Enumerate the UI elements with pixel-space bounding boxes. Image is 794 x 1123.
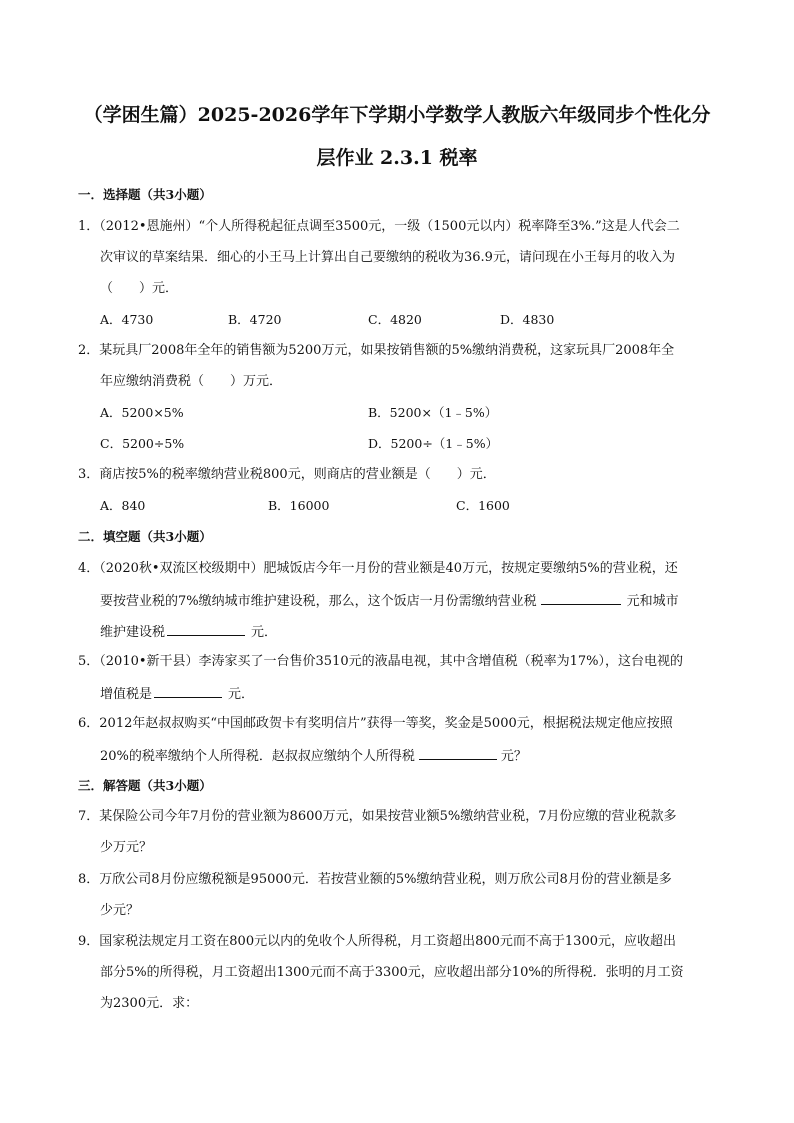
- question-9-line3: 为2300元．求：: [100, 996, 199, 1011]
- question-1-option-a: A．4730: [100, 312, 154, 327]
- question-3-line1: 3．商店按5%的税率缴纳营业税800元，则商店的营业额是（ ）元．: [78, 467, 496, 482]
- question-7-line1: 7．某保险公司今年7月份的营业额为8600万元，如果按营业额5%缴纳营业税，7月份应缴的营业税款多: [78, 809, 677, 824]
- answer-blank[interactable]: [167, 622, 245, 636]
- question-4-line3-suffix: 元．: [251, 625, 278, 640]
- question-1-option-c: C．4820: [368, 312, 422, 327]
- question-5-line2-text: 增值税是: [100, 687, 153, 702]
- question-3-option-c: C．1600: [456, 498, 510, 513]
- question-9-line1: 9．国家税法规定月工资在800元以内的免收个人所得税，月工资超出800元而不高于1300元，应收超出: [78, 934, 676, 949]
- question-6-line2: [100, 746, 527, 766]
- question-4-line2: [100, 591, 679, 611]
- question-6-line2-suffix: 元？: [500, 749, 527, 764]
- answer-blank[interactable]: [154, 684, 222, 698]
- document-title-line1: （学困生篇）2025-2026学年下学期小学数学人教版六年级同步个性化分: [83, 104, 711, 126]
- question-4-line2-suffix: 元和城市: [626, 594, 679, 609]
- question-3-option-b: B．16000: [268, 498, 330, 513]
- question-1-line3: （ ）元．: [100, 281, 179, 296]
- question-1-line2: 次审议的草案结果．细心的小王马上计算出自己要缴纳的税收为36.9元，请问现在小王每月的收入为: [100, 250, 675, 265]
- section-heading-choice: 一．选择题（共3小题）: [78, 187, 212, 202]
- question-9-line2: 部分5%的所得税，月工资超出1300元而不高于3300元，应收超出部分10%的所得税．张明的月工资: [100, 965, 684, 980]
- question-2-option-d: D．5200÷（1﹣5%）: [368, 436, 499, 451]
- question-2-option-a: A．5200×5%: [100, 405, 184, 420]
- answer-blank[interactable]: [419, 746, 497, 760]
- question-1-option-b: B．4720: [228, 312, 282, 327]
- question-3-option-a: A．840: [100, 498, 146, 513]
- question-2-line2: 年应缴纳消费税（ ）万元．: [100, 374, 283, 389]
- question-2-line1: 2．某玩具厂2008年全年的销售额为5200万元，如果按销售额的5%缴纳消费税，这家玩具厂2008年全: [78, 343, 675, 358]
- section-heading-solve: 三．解答题（共3小题）: [78, 778, 212, 793]
- question-1-line1: 1．（2012•恩施州）“个人所得税起征点调至3500元，一级（1500元以内）税率降至3%.”这是人代会二: [78, 219, 680, 234]
- question-8-line1: 8．万欣公司8月份应缴税额是95000元．若按营业额的5%缴纳营业税，则万欣公司8月份的营业额是多: [78, 872, 672, 887]
- question-7-line2: 少万元？: [100, 840, 153, 855]
- question-5-line1: 5．（2010•新干县）李涛家买了一台售价3510元的液晶电视，其中含增值税（税率为17%），这台电视的: [78, 654, 684, 669]
- question-5-line2-suffix: 元．: [228, 687, 255, 702]
- question-4-line3: [100, 622, 277, 642]
- question-1-option-d: D．4830: [500, 312, 555, 327]
- question-4-line2-text: 要按营业税的7%缴纳城市维护建设税，那么，这个饭店一月份需缴纳营业税: [100, 594, 537, 609]
- document-title-line2: 层作业 2.3.1 税率: [316, 147, 478, 169]
- question-4-line3-text: 维护建设税: [100, 625, 166, 640]
- question-5-line2: [100, 684, 254, 704]
- answer-blank[interactable]: [541, 591, 621, 605]
- question-8-line2: 少元？: [100, 903, 140, 918]
- question-2-option-b: B．5200×（1﹣5%）: [368, 405, 498, 420]
- question-6-line2-text: 20%的税率缴纳个人所得税．赵叔叔应缴纳个人所得税: [100, 749, 415, 764]
- question-4-line1: 4．（2020秋•双流区校级期中）肥城饭店今年一月份的营业额是40万元，按规定要缴纳5%的营业税，还: [78, 561, 678, 576]
- question-6-line1: 6．2012年赵叔叔购买“中国邮政贺卡有奖明信片”获得一等奖，奖金是5000元，根据税法规定他应按照: [78, 716, 673, 731]
- section-heading-fill: 二．填空题（共3小题）: [78, 529, 212, 544]
- question-2-option-c: C．5200÷5%: [100, 436, 185, 451]
